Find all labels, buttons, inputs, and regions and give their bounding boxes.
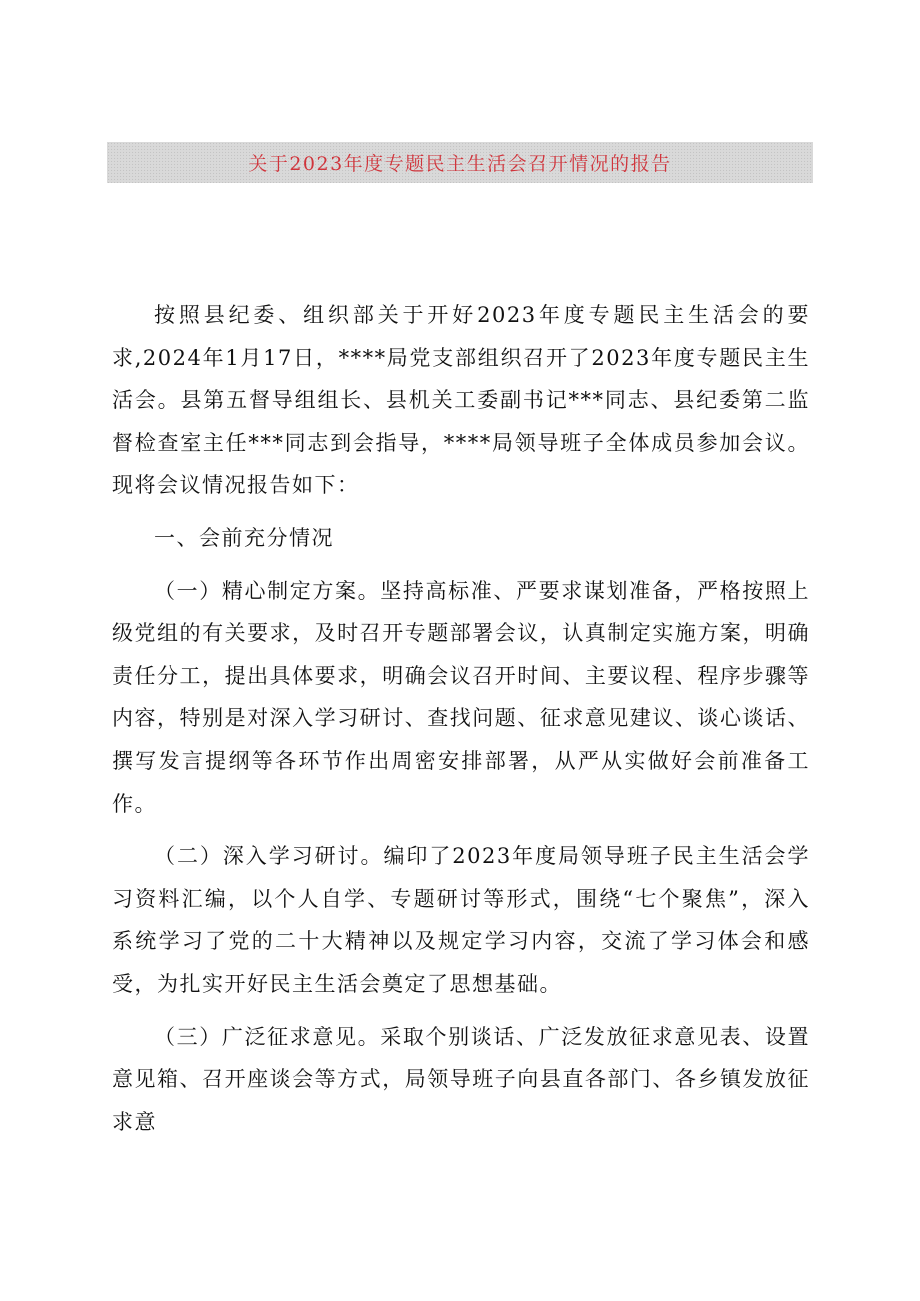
document-title: 关于2023年度专题民主生活会召开情况的报告 <box>248 153 672 175</box>
title-band <box>107 142 813 183</box>
document-body <box>112 294 810 1143</box>
subsection-paragraph-3: （三）广泛征求意见。采取个别谈话、广泛发放征求意见表、设置意见箱、召开座谈会等方式，局领导班子向县直各部门、各乡镇发放征求意 <box>112 1024 810 1134</box>
subsection-paragraph-2: （二）深入学习研讨。编印了2023年度局领导班子民主生活会学习资料汇编，以个人自学、专题研讨等形式，围绕“七个聚焦”，深入系统学习了党的二十大精神以及规定学习内容，交流了学习体会和感受，为扎实开好民主生活会奠定了思想基础。 <box>112 844 810 996</box>
section-heading-1: 一、会前充分情况 <box>154 525 334 550</box>
intro-paragraph: 按照县纪委、组织部关于开好2023年度专题民主生活会的要求,2024年1月17日，****局党支部组织召开了2023年度专题民主生活会。县第五督导组组长、县机关工委副书记***同志、县纪委第二监督检查室主任***同志到会指导，****局领导班子全体成员参加会议。现将会议情况报告如下： <box>112 303 810 498</box>
subsection-paragraph-1: （一）精心制定方案。坚持高标准、严要求谋划准备，严格按照上级党组的有关要求，及时召开专题部署会议，认真制定实施方案，明确责任分工，提出具体要求，明确会议召开时间、主要议程、程序步骤等内容，特别是对深入学习研讨、查找问题、征求意见建议、谈心谈话、撰写发言提纲等各环节作出周密安排部署，从严从实做好会前准备工作。 <box>112 578 810 816</box>
